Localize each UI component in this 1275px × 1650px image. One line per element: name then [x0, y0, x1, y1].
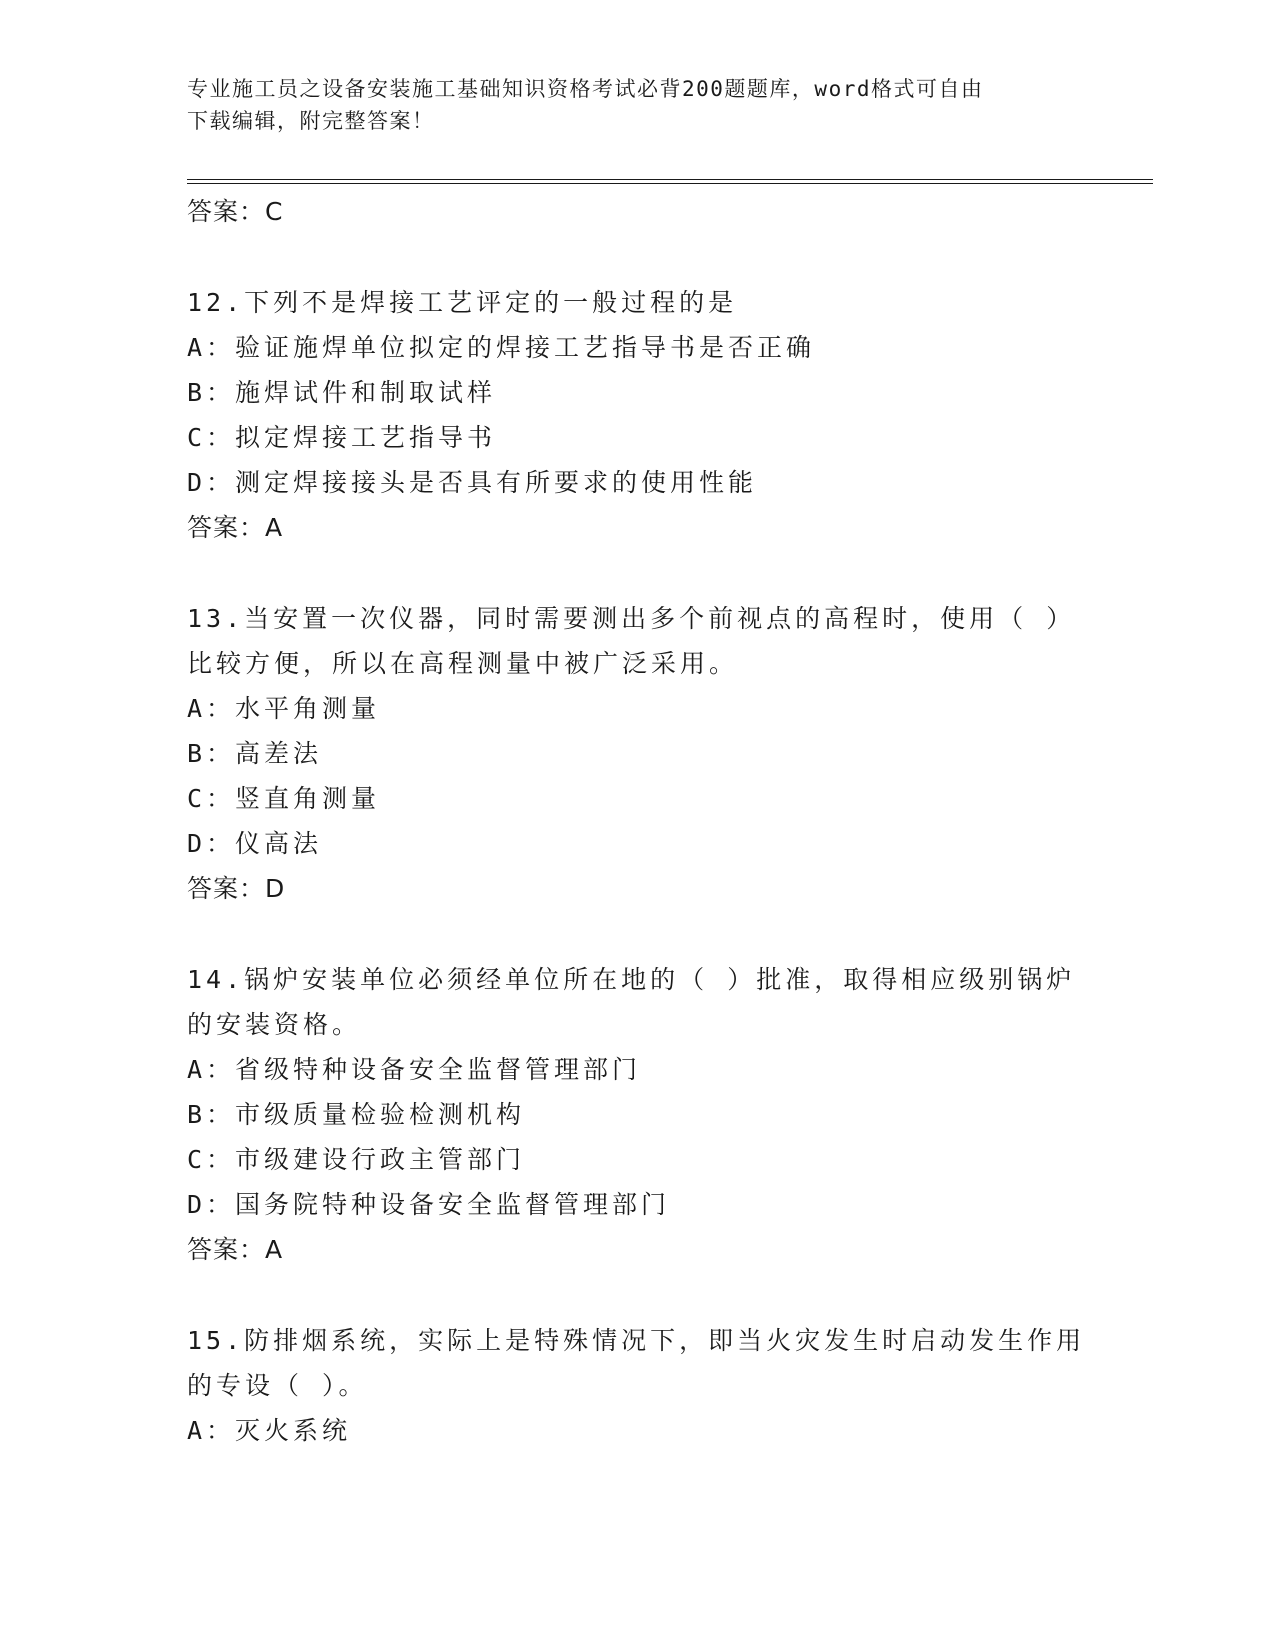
answer-option: B：高差法 [187, 739, 323, 768]
answer-line: 答案：D [187, 874, 286, 903]
answer-option: A：验证施焊单位拟定的焊接工艺指导书是否正确 [187, 333, 816, 362]
answer-line: 答案：C [187, 197, 284, 226]
answer-option: A：灭火系统 [187, 1416, 352, 1445]
answer-option: B：施焊试件和制取试样 [187, 378, 497, 407]
answer-line: 答案：A [187, 1235, 284, 1264]
question-stem: 12.下列不是焊接工艺评定的一般过程的是 [187, 288, 738, 317]
answer-line: 答案：A [187, 513, 284, 542]
header-line-1: 专业施工员之设备安装施工基础知识资格考试必背200题题库，word格式可自由 [187, 77, 984, 101]
answer-option: D：国务院特种设备安全监督管理部门 [187, 1190, 671, 1219]
answer-option: D：测定焊接接头是否具有所要求的使用性能 [187, 468, 758, 497]
question-spacer [187, 234, 1087, 280]
document-header [187, 73, 1087, 137]
question-spacer [187, 911, 1087, 957]
answer-option: A：水平角测量 [187, 694, 381, 723]
question-list [187, 189, 1087, 1453]
question-stem: 13.当安置一次仪器，同时需要测出多个前视点的高程时，使用（ ） [187, 604, 1076, 633]
header-divider-bottom [187, 183, 1153, 184]
question-stem: 14.锅炉安装单位必须经单位所在地的（ ）批准，取得相应级别锅炉 [187, 965, 1076, 994]
question-stem-continuation: 比较方便，所以在高程测量中被广泛采用。 [187, 649, 739, 678]
answer-option: D：仪高法 [187, 829, 323, 858]
question-stem-continuation: 的专设（ ）。 [187, 1371, 368, 1400]
question-stem: 15.防排烟系统，实际上是特殊情况下，即当火灾发生时启动发生作用 [187, 1326, 1086, 1355]
header-line-2: 下载编辑，附完整答案！ [187, 109, 435, 133]
answer-option: C：拟定焊接工艺指导书 [187, 423, 497, 452]
answer-option: B：市级质量检验检测机构 [187, 1100, 526, 1129]
answer-option: A：省级特种设备安全监督管理部门 [187, 1055, 642, 1084]
question-stem-continuation: 的安装资格。 [187, 1010, 362, 1039]
answer-option: C：市级建设行政主管部门 [187, 1145, 526, 1174]
question-spacer [187, 1272, 1087, 1318]
header-divider-top [187, 179, 1153, 180]
answer-option: C：竖直角测量 [187, 784, 381, 813]
question-spacer [187, 550, 1087, 596]
